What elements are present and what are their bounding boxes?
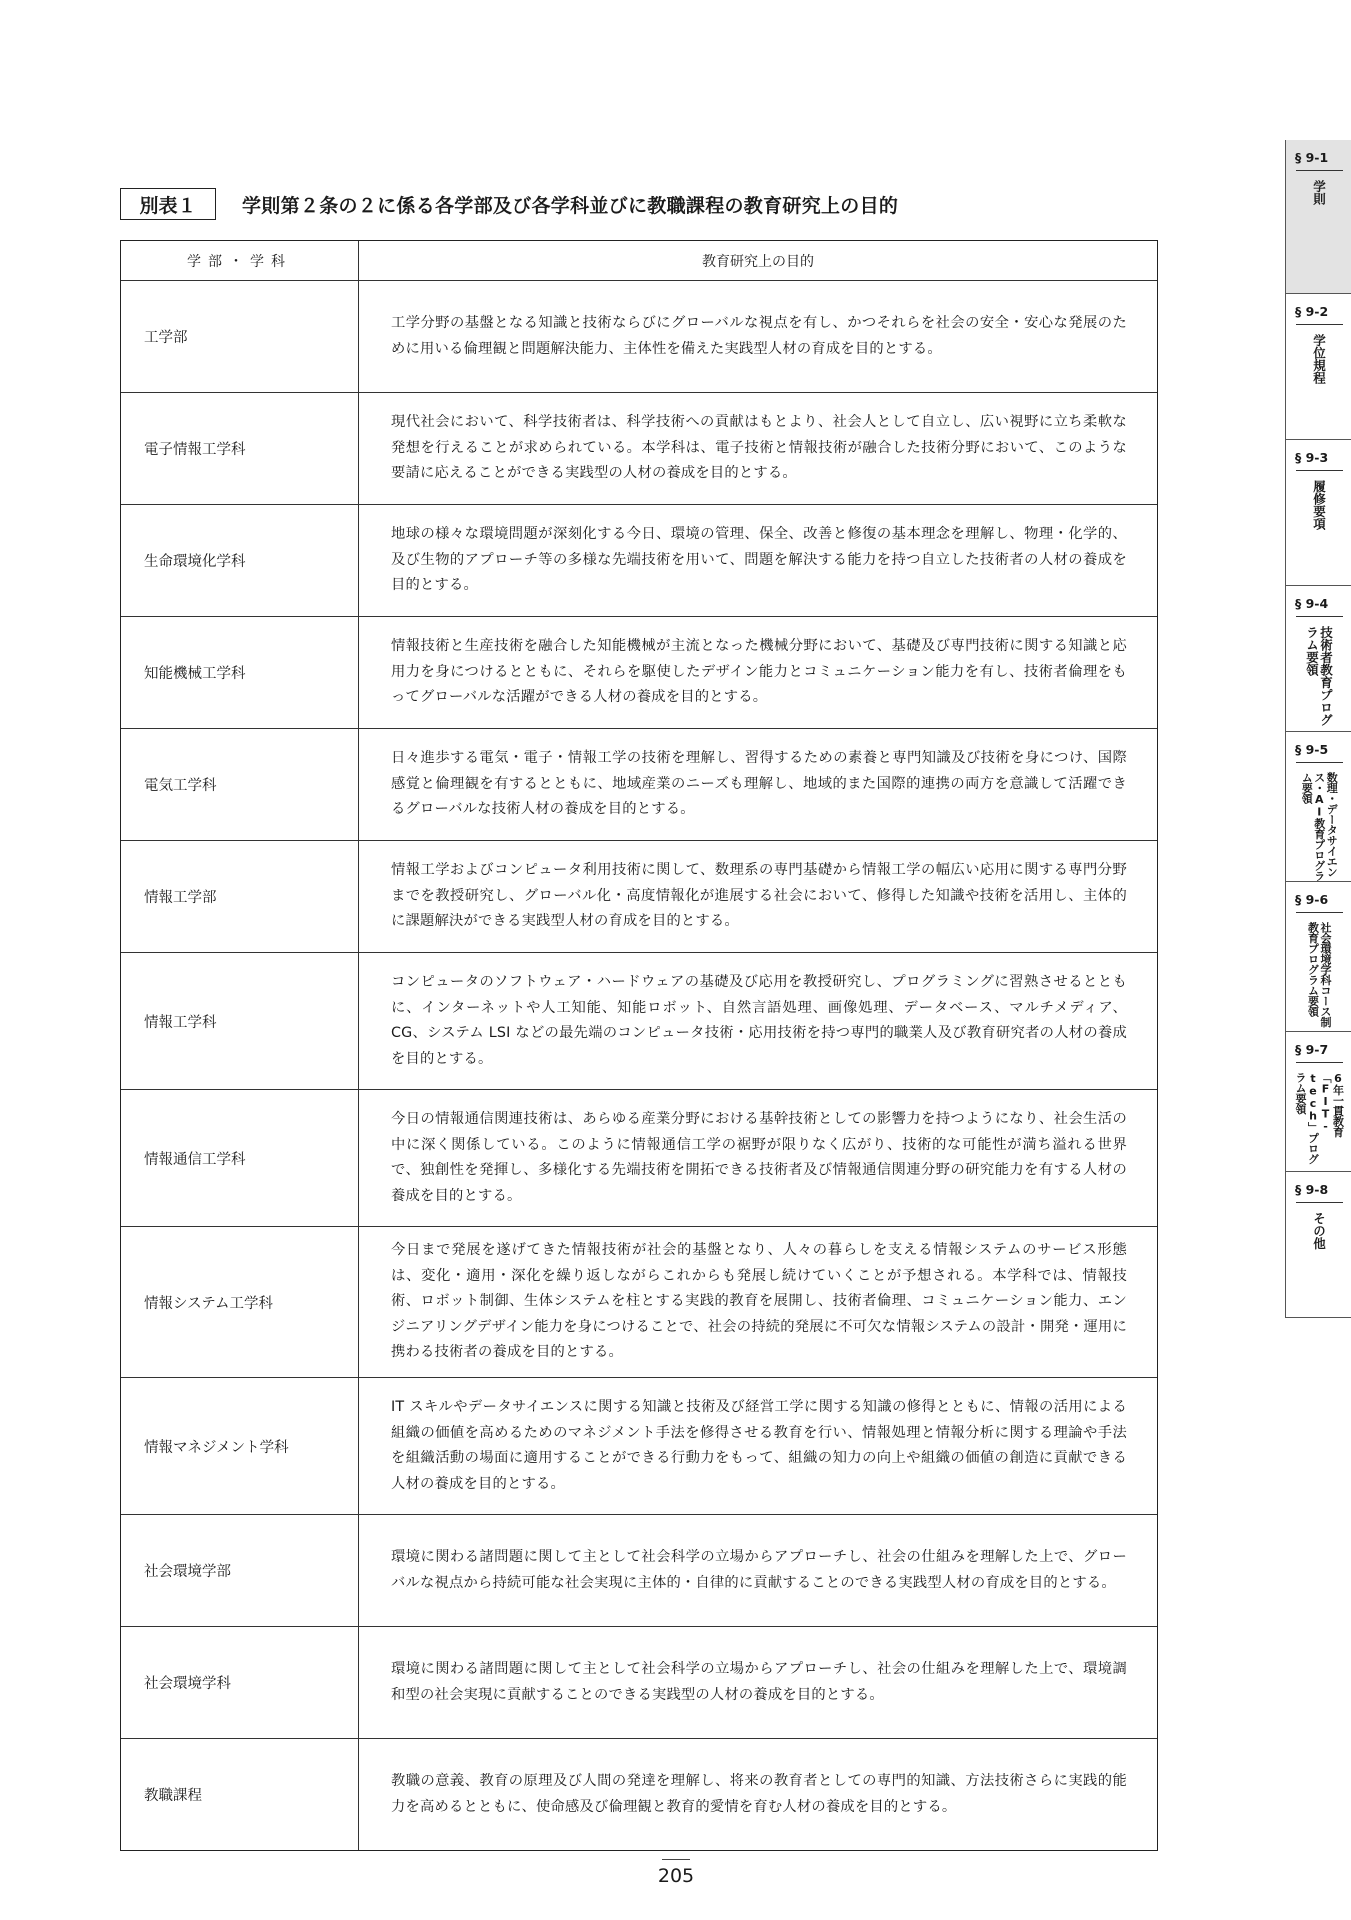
purpose-text: 環境に関わる諸問題に関して主として社会科学の立場からアプローチし、社会の仕組みを理解した上で、グローバルな視点から持続可能な社会実現に主体的・自律的に貢献することのできる実践型人材の育成を目的とする。: [391, 1549, 1127, 1591]
table-row: [121, 504, 1157, 616]
table-label: 別表１: [120, 188, 216, 220]
tab-divider: [1296, 1202, 1343, 1203]
table-row: [121, 616, 1157, 728]
tab-number: § 9-8: [1295, 1182, 1329, 1197]
table-row: [121, 1089, 1157, 1226]
table-row: [121, 392, 1157, 504]
department-name: 社会環境学科: [121, 1627, 359, 1738]
purpose-text: IT スキルやデータサイエンスに関する知識と技術及び経営工学に関する知識の修得とともに、情報の活用による組織の価値を高めるためのマネジメント手法を修得させる教育を行い、情報処理と情報分析に関する理論や手法を組織活動の場面に適用することができる行動力をもって、組織の知力の向上や組織の価値の創造に貢献できる人材の養成を目的とする。: [391, 1399, 1127, 1492]
tab-label: 6年一貫教育「FIT-tech」プログラム要領: [1294, 1072, 1345, 1164]
tab-divider: [1296, 470, 1343, 471]
table-row: [121, 728, 1157, 840]
department-name: 情報マネジメント学科: [121, 1378, 359, 1514]
tab-section-9-3[interactable]: [1285, 440, 1351, 586]
table-title: [120, 187, 898, 221]
tab-number: § 9-1: [1295, 150, 1329, 165]
tab-section-9-4[interactable]: [1285, 586, 1351, 732]
purpose-text: 地球の様々な環境問題が深刻化する今日、環境の管理、保全、改善と修復の基本理念を理解し、物理・化学的、及び生物的アプローチ等の多様な先端技術を用いて、問題を解決する能力を持つ自立した技術者の人材の養成を目的とする。: [391, 526, 1127, 594]
purpose-text: 情報技術と生産技術を融合した知能機械が主流となった機械分野において、基礎及び専門技術に関する知識と応用力を身につけるとともに、それらを駆使したデザイン能力とコミュニケーション能力を有し、技術者倫理をもってグローバルな活躍ができる人材の養成を目的とする。: [391, 638, 1127, 706]
tab-number: § 9-5: [1295, 742, 1329, 757]
department-name: 電子情報工学科: [121, 393, 359, 504]
tab-section-9-1[interactable]: [1285, 140, 1351, 294]
department-name: 知能機械工学科: [121, 617, 359, 728]
tab-divider: [1296, 912, 1343, 913]
purpose-text: 今日まで発展を遂げてきた情報技術が社会的基盤となり、人々の暮らしを支える情報システムのサービス形態は、変化・適用・深化を繰り返しながらこれからも発展し続けていくことが予想される。本学科では、情報技術、ロボット制御、生体システムを柱とする実践的教育を展開し、技術者倫理、コミュニケーション能力、エンジニアリングデザイン能力を身につけることで、社会の持続的発展に不可欠な情報システムの設計・開発・運用に携わる技術者の養成を目的とする。: [391, 1242, 1127, 1361]
table-heading: 学則第２条の２に係る各学部及び各学科並びに教職課程の教育研究上の目的: [242, 194, 899, 217]
purpose-table: [120, 240, 1158, 1851]
table-row: [121, 1226, 1157, 1377]
table-row: [121, 952, 1157, 1089]
tab-label: 学則: [1311, 180, 1327, 205]
tab-label: 技術者教育プログラム要領: [1304, 626, 1334, 726]
department-name: 情報工学部: [121, 841, 359, 952]
section-index-tabs: [1285, 140, 1351, 1318]
purpose-text: 情報工学およびコンピュータ利用技術に関して、数理系の専門基礎から情報工学の幅広い応用に関する専門分野までを教授研究し、グローバル化・高度情報化が進展する社会において、修得した知識や技術を活用し、主体的に課題解決ができる実践型人材の育成を目的とする。: [391, 862, 1127, 930]
table-row: [121, 280, 1157, 392]
purpose-text: 環境に関わる諸問題に関して主として社会科学の立場からアプローチし、社会の仕組みを理解した上で、環境調和型の社会実現に貢献することのできる実践型の人材の養成を目的とする。: [391, 1661, 1127, 1703]
tab-number: § 9-3: [1295, 450, 1329, 465]
table-row: [121, 1377, 1157, 1514]
department-name: 情報通信工学科: [121, 1090, 359, 1226]
tab-number: § 9-6: [1295, 892, 1329, 907]
tab-divider: [1296, 616, 1343, 617]
header-purpose: 教育研究上の目的: [702, 253, 814, 270]
table-header-row: [121, 241, 1157, 280]
department-name: 情報システム工学科: [121, 1227, 359, 1377]
department-name: 情報工学科: [121, 953, 359, 1089]
tab-number: § 9-4: [1295, 596, 1329, 611]
table-row: [121, 1514, 1157, 1626]
tab-label: 学位規程: [1311, 334, 1327, 384]
tab-section-9-2[interactable]: [1285, 294, 1351, 440]
purpose-text: コンピュータのソフトウェア・ハードウェアの基礎及び応用を教授研究し、プログラミングに習熟させるとともに、インターネットや人工知能、知能ロボット、自然言語処理、画像処理、データベース、マルチメディア、CG、システム LSI などの最先端のコンピュータ技術・応用技術を持つ専門的職業人及び教育研究者の人材の養成を目的とする。: [391, 974, 1127, 1067]
tab-section-9-5[interactable]: [1285, 732, 1351, 882]
page-number: 205: [657, 1865, 695, 1887]
tab-label: 社会環境学科コース制教育プログラム要領: [1306, 922, 1332, 1027]
purpose-text: 現代社会において、科学技術者は、科学技術への貢献はもとより、社会人として自立し、広い視野に立ち柔軟な発想を行えることが求められている。本学科は、電子技術と情報技術が融合した技術分野において、このような要請に応えることができる実践型の人材の養成を目的とする。: [391, 414, 1127, 482]
table-row: [121, 840, 1157, 952]
tab-label: その他: [1311, 1212, 1327, 1250]
header-department: 学部・学科: [121, 241, 359, 280]
tab-divider: [1296, 170, 1343, 171]
tab-number: § 9-7: [1295, 1042, 1329, 1057]
tab-section-9-7[interactable]: [1285, 1032, 1351, 1172]
tab-divider: [1296, 762, 1343, 763]
department-name: 社会環境学部: [121, 1515, 359, 1626]
department-name: 教職課程: [121, 1739, 359, 1850]
purpose-text: 日々進歩する電気・電子・情報工学の技術を理解し、習得するための素養と専門知識及び技術を身につけ、国際感覚と倫理観を有するとともに、地域産業のニーズも理解し、地域的また国際的連携の両方を意識して活躍できるグローバルな技術人材の養成を目的とする。: [391, 750, 1127, 818]
purpose-text: 教職の意義、教育の原理及び人間の発達を理解し、将来の教育者としての専門的知識、方法技術さらに実践的能力を高めるとともに、使命感及び倫理観と教育的愛情を育む人材の養成を目的とする。: [391, 1773, 1127, 1815]
department-name: 電気工学科: [121, 729, 359, 840]
tab-section-9-6[interactable]: [1285, 882, 1351, 1032]
page-number-rule: [662, 1859, 690, 1860]
purpose-text: 今日の情報通信関連技術は、あらゆる産業分野における基幹技術としての影響力を持つようになり、社会生活の中に深く関係している。このように情報通信工学の裾野が限りなく広がり、技術的な可能性が満ち溢れる世界で、独創性を発揮し、多様化する先端技術を開拓できる技術者及び情報通信関連分野の研究能力を有する人材の養成を目的とする。: [391, 1111, 1127, 1204]
tab-divider: [1296, 1062, 1343, 1063]
table-row: [121, 1626, 1157, 1738]
tab-number: § 9-2: [1295, 304, 1329, 319]
table-row: [121, 1738, 1157, 1850]
tab-label: 数理・データサイエンス・AI教育プログラム要領: [1300, 772, 1339, 881]
purpose-text: 工学分野の基盤となる知識と技術ならびにグローバルな視点を有し、かつそれらを社会の安全・安心な発展のために用いる倫理観と問題解決能力、主体性を備えた実践型人材の育成を目的とする。: [391, 315, 1127, 357]
tab-divider: [1296, 324, 1343, 325]
department-name: 生命環境化学科: [121, 505, 359, 616]
tab-label: 履修要項: [1311, 480, 1327, 530]
tab-section-9-8[interactable]: [1285, 1172, 1351, 1318]
department-name: 工学部: [121, 281, 359, 392]
